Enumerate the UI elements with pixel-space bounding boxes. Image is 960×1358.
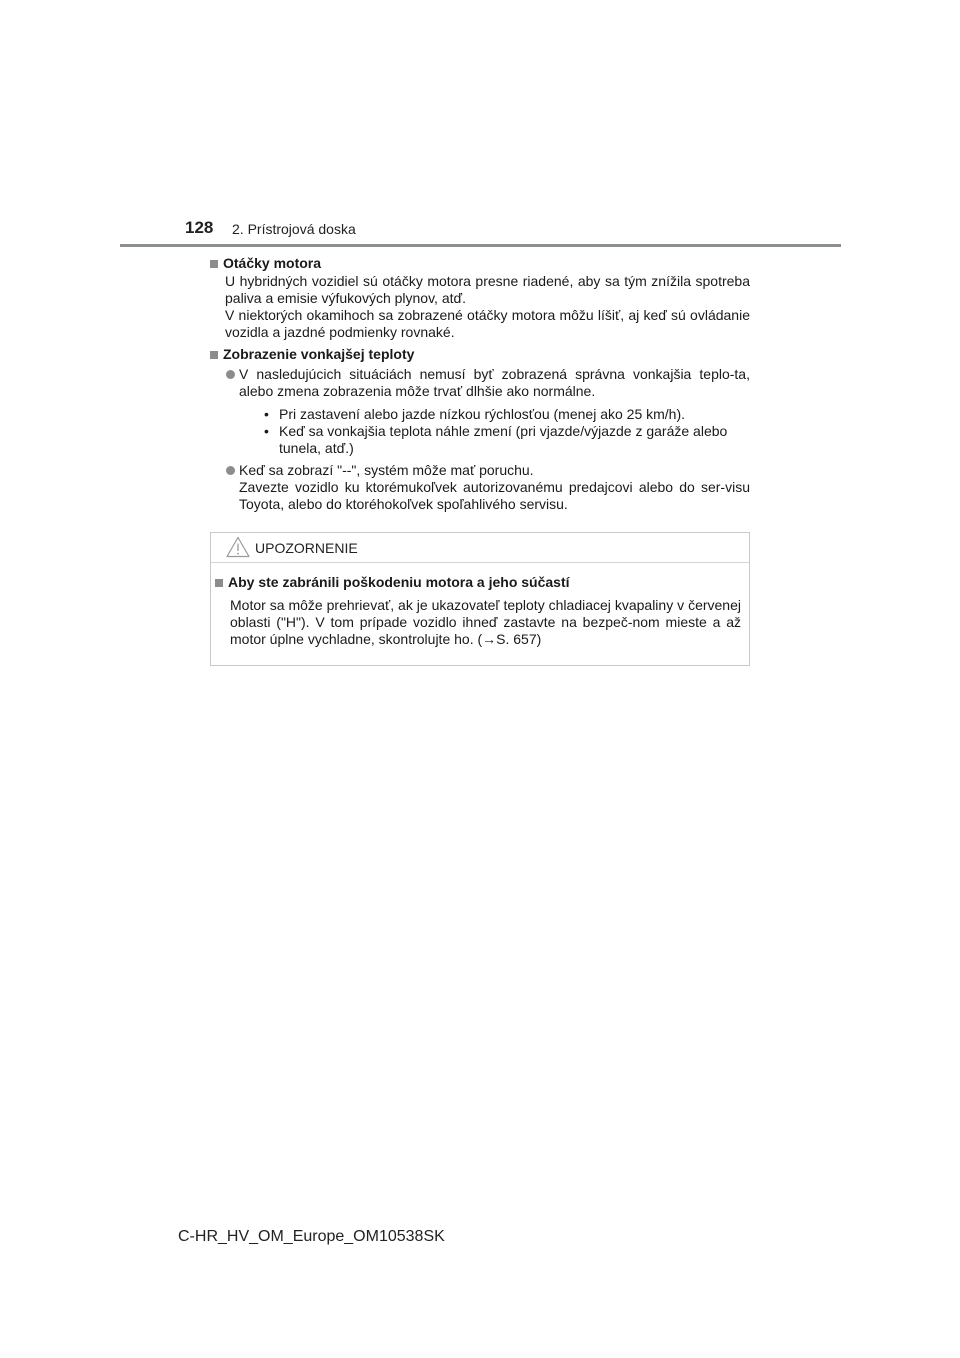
section-outside-temp <box>210 346 750 513</box>
sub-list-item <box>264 423 750 457</box>
sub-list-item <box>264 406 750 423</box>
sub-list <box>239 406 750 457</box>
bullet-text: Keď sa zobrazí "--", systém môže mať poruchu. <box>239 462 534 478</box>
footer-doc-id: C-HR_HV_OM_Europe_OM10538SK <box>178 1228 445 1245</box>
sub-item-text: Keď sa vonkajšia teplota náhle zmení (pri vjazde/výjazde z garáže alebo tunela, atď.) <box>279 423 728 456</box>
header-rule <box>120 244 841 247</box>
section-heading <box>210 255 750 272</box>
sub-item-text: Pri zastavení alebo jazde nízkou rýchlosťou (menej ako 25 km/h). <box>279 406 686 422</box>
chapter-title: 2. Prístrojová doska <box>232 221 356 237</box>
round-bullet-icon <box>226 466 235 475</box>
list-item <box>225 366 750 459</box>
list-item <box>225 462 750 513</box>
paragraph: V niektorých okamihoch sa zobrazené otáčky motora môžu líšiť, aj keď sú ovládanie vozidla a jazdné podmienky rovnaké. <box>225 307 750 340</box>
dot-marker-icon: • <box>264 423 269 439</box>
caution-header <box>211 533 749 563</box>
square-bullet-icon <box>210 260 218 268</box>
round-bullet-icon <box>226 370 235 379</box>
dot-marker-icon: • <box>264 406 269 422</box>
caution-label: UPOZORNENIE <box>255 540 358 556</box>
square-bullet-icon <box>215 579 223 587</box>
caution-text: Motor sa môže prehrievať, ak je ukazovateľ teploty chladiacej kvapaliny v červenej oblasti ("H"). V tom prípade vozidlo ihneď zastavte na bezpeč-nom mieste a až motor úplne vychladne, skontrolujte ho. (→S. 657) <box>230 597 741 647</box>
warning-triangle-icon <box>226 536 250 558</box>
section-heading <box>210 346 750 363</box>
bullet-text: V nasledujúcich situáciách nemusí byť zobrazená správna vonkajšia teplo-ta, alebo zmena zobrazenia môže trvať dlhšie ako normálne. <box>239 366 750 399</box>
paragraph: U hybridných vozidiel sú otáčky motora presne riadené, aby sa tým znížila spotreba paliva a emisie výfukových plynov, atď. <box>225 273 750 306</box>
page-number: 128 <box>185 218 214 237</box>
section-rpm <box>210 255 750 341</box>
section-title: Otáčky motora <box>223 255 322 271</box>
caution-title: Aby ste zabránili poškodeniu motora a jeho súčastí <box>228 574 570 590</box>
content <box>210 255 750 513</box>
bullet-text: Zavezte vozidlo ku ktorémukoľvek autorizovanému predajcovi alebo do ser-visu Toyota, alebo do ktoréhokoľvek spoľahlivého servisu. <box>239 479 750 512</box>
caution-box <box>210 532 750 666</box>
section-title: Zobrazenie vonkajšej teploty <box>223 346 415 362</box>
caution-heading <box>215 574 741 591</box>
square-bullet-icon <box>210 351 218 359</box>
